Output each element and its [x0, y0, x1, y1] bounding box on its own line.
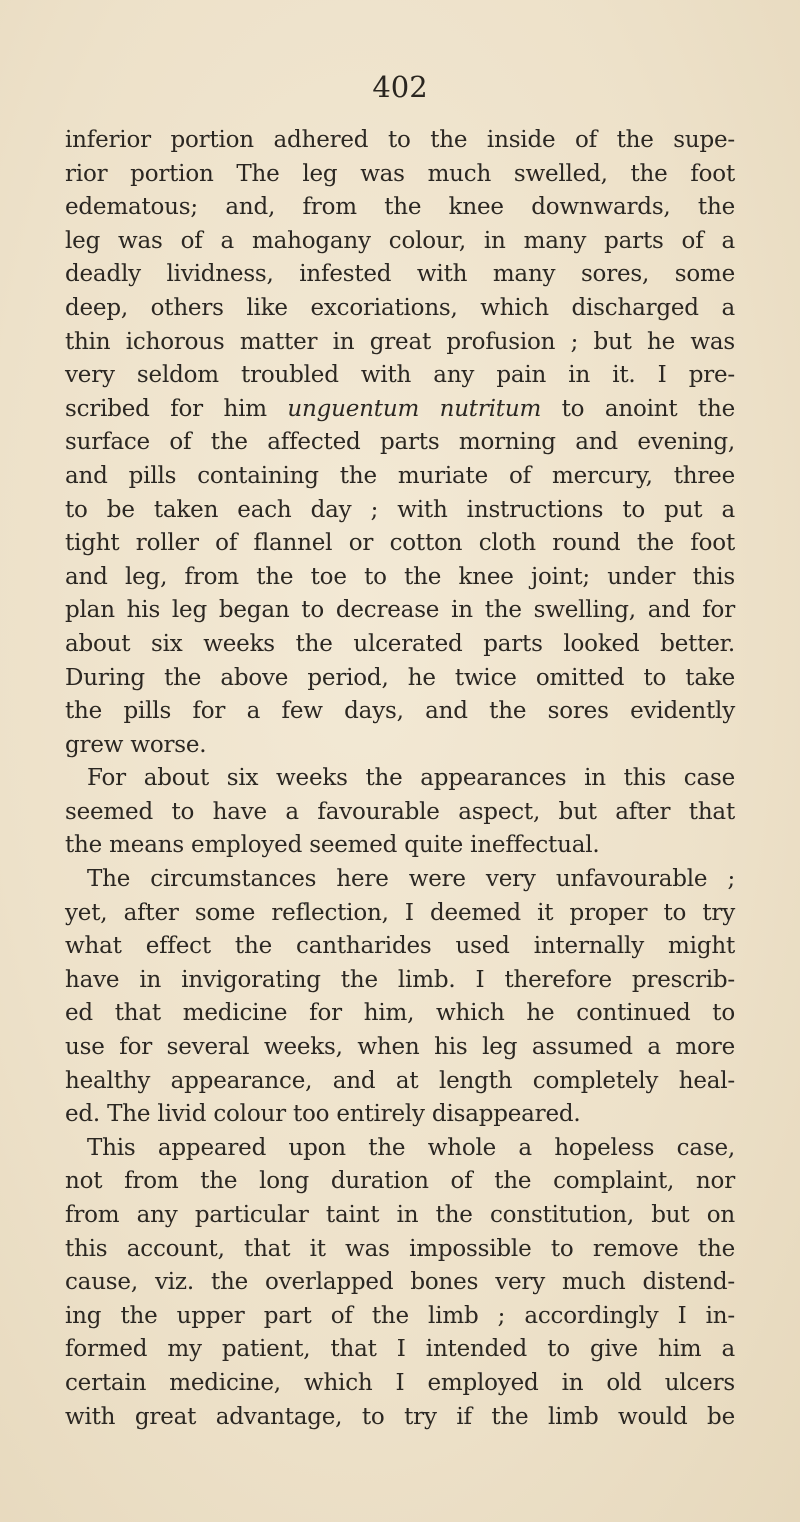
paragraph-end-line: grew worse. [65, 731, 207, 758]
text-line: and pills containing the muriate of mercury, three [65, 462, 735, 489]
body-text [65, 124, 735, 1434]
paragraph-start-line: The circumstances here were very unfavourable ; [87, 866, 735, 893]
text-line: very seldom troubled with any pain in it. I pre- [65, 362, 735, 389]
paragraph-start-line: This appeared upon the whole a hopeless case, [87, 1134, 735, 1161]
text-line: plan his leg began to decrease in the swelling, and for [65, 597, 735, 624]
text-line-with-latin [65, 393, 735, 427]
text-line: deep, others like excoriations, which discharged a [65, 294, 735, 321]
text-line: with great advantage, to try if the limb would be [65, 1403, 735, 1430]
text-run: to anoint the [541, 395, 735, 422]
text-line: healthy appearance, and at length completely heal- [65, 1067, 735, 1094]
text-line: rior portion The leg was much swelled, the foot [65, 160, 735, 187]
text-run: scribed for him [65, 395, 288, 422]
text-line: to be taken each day ; with instructions to put a [65, 496, 735, 523]
text-line: have in invigorating the limb. I therefore prescrib- [65, 966, 735, 993]
text-line: from any particular taint in the constitution, but on [65, 1202, 735, 1228]
paragraph-start-line: For about six weeks the appearances in this case [87, 765, 735, 792]
text-line: surface of the affected parts morning and evening, [65, 429, 735, 456]
text-line: deadly lividness, infested with many sores, some [65, 261, 735, 288]
latin-term: unguentum nutritum [287, 395, 542, 422]
text-line: cause, viz. the overlapped bones very much distend- [65, 1269, 735, 1296]
page-number: 402 [372, 70, 428, 104]
paragraph-end-line: the means employed seemed quite ineffectual. [65, 832, 600, 859]
text-line: leg was of a mahogany colour, in many parts of a [65, 227, 735, 254]
text-line: about six weeks the ulcerated parts looked better. [65, 630, 735, 657]
text-line: this account, that it was impossible to remove the [65, 1235, 735, 1262]
text-line: and leg, from the toe to the knee joint; under this [65, 563, 735, 590]
text-line: the pills for a few days, and the sores evidently [65, 698, 735, 725]
text-line: certain medicine, which I employed in old ulcers [65, 1369, 735, 1396]
text-line: formed my patient, that I intended to give him a [65, 1336, 735, 1363]
text-line: ed that medicine for him, which he continued to [65, 1000, 735, 1027]
text-line: During the above period, he twice omitted to take [65, 664, 735, 691]
text-line: edematous; and, from the knee downwards, the [65, 194, 735, 221]
text-line: use for several weeks, when his leg assumed a more [65, 1034, 735, 1061]
text-line: seemed to have a favourable aspect, but after that [65, 798, 735, 825]
text-line: thin ichorous matter in great profusion ; but he was [65, 328, 735, 355]
paragraph-end-line: ed. The livid colour too entirely disappeared. [65, 1101, 581, 1128]
text-line: inferior portion adhered to the inside of the supe- [65, 127, 735, 153]
text-line: tight roller of flannel or cotton cloth round the foot [65, 530, 735, 557]
text-line: ing the upper part of the limb ; accordingly I in- [65, 1302, 735, 1329]
text-line: what effect the cantharides used internally might [65, 933, 735, 960]
text-line: not from the long duration of the complaint, nor [65, 1168, 735, 1195]
text-line: yet, after some reflection, I deemed it proper to try [65, 899, 735, 926]
